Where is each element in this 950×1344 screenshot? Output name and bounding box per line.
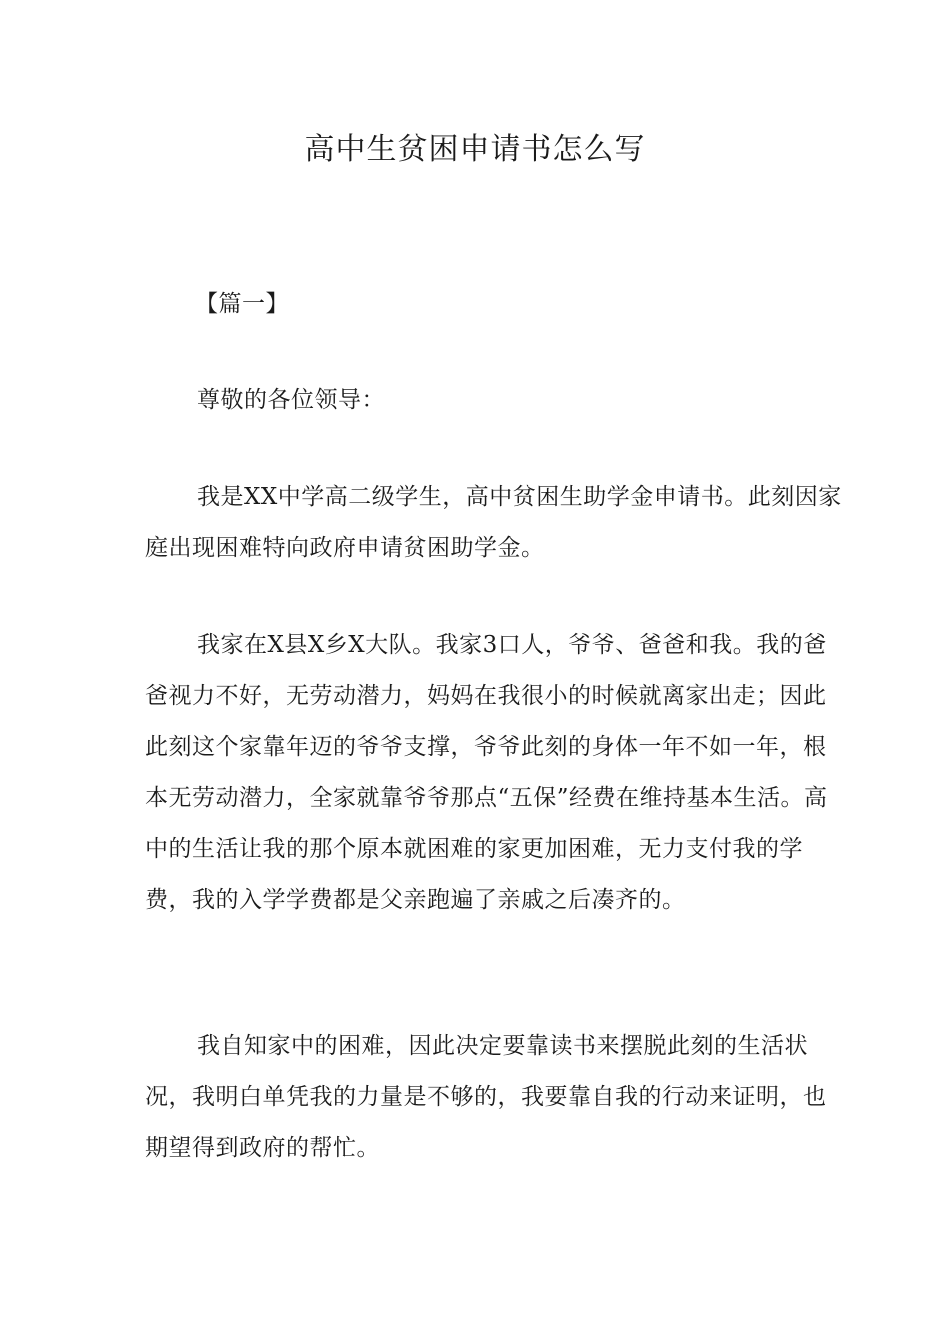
salutation: 尊敬的各位领导： — [197, 387, 385, 413]
body-paragraph: 我自知家中的困难，因此决定要靠读书来摆脱此刻的生活状况，我明白单凭我的力量是不够的，我要靠自我的行动来证明，也期望得到政府的帮忙。 — [145, 1033, 827, 1161]
section-label: 【篇一】 — [195, 291, 289, 317]
document-title: 高中生贫困申请书怎么写 — [304, 132, 646, 167]
body-paragraph: 我是XX中学高二级学生，高中贫困生助学金申请书。此刻因家庭出现困难特向政府申请贫困助学金。 — [145, 484, 842, 561]
body-paragraph: 我家在X县X乡X大队。我家3口人，爷爷、爸爸和我。我的爸爸视力不好，无劳动潜力，妈妈在我很小的时候就离家出走；因此此刻这个家靠年迈的爷爷支撑，爷爷此刻的身体一年不如一年，根本无劳动潜力，全家就靠爷爷那点“五保”经费在维持基本生活。高中的生活让我的那个原本就困难的家更加困难，无力支付我的学费，我的入学学费都是父亲跑遍了亲戚之后凑齐的。 — [145, 632, 828, 913]
